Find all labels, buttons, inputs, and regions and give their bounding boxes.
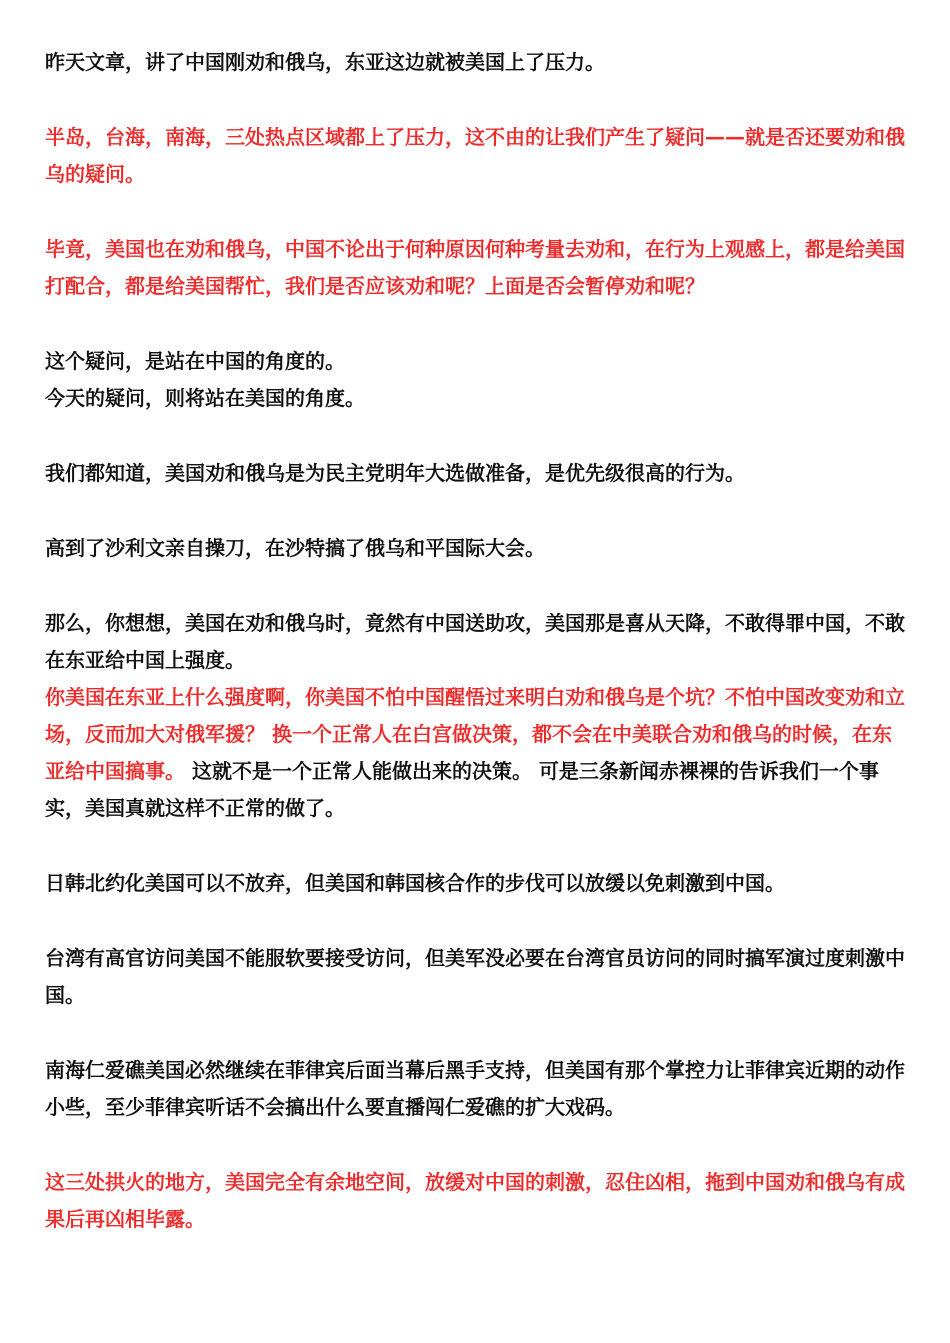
paragraph-5: 我们都知道，美国劝和俄乌是为民主党明年大选做准备，是优先级很高的行为。 xyxy=(45,461,745,485)
paragraph-7a: 那么，你想想，美国在劝和俄乌时，竟然有中国送助攻，美国那是喜从天降，不敢得罪中国，不敢在东亚给中国上强度。 xyxy=(45,611,905,672)
paragraph-4b: 今天的疑问，则将站在美国的角度。 xyxy=(45,386,365,410)
paragraph-4a: 这个疑问，是站在中国的角度的。 xyxy=(45,349,345,373)
paragraph-6: 高到了沙利文亲自操刀，在沙特搞了俄乌和平国际大会。 xyxy=(45,536,545,560)
paragraph-10: 南海仁爱礁美国必然继续在菲律宾后面当幕后黑手支持，但美国有那个掌控力让菲律宾近期的动作小些，至少菲律宾听话不会搞出什么要直播闯仁爱礁的扩大戏码。 xyxy=(45,1058,905,1119)
paragraph-11-highlight: 这三处拱火的地方，美国完全有余地空间，放缓对中国的刺激，忍住凶相，拖到中国劝和俄乌有成果后再凶相毕露。 xyxy=(45,1170,905,1231)
paragraph-7b-highlight: 你美国在东亚上什么强度啊，你美国不怕中国醒悟过来明白劝和俄乌是个坑？不怕中国改变劝和立场，反而加大对俄军援？ 换一个正常人在白宫做决策，都不会在中美联合劝和俄乌的时候，在东亚给中国搞事。 xyxy=(45,685,905,783)
article-body xyxy=(45,44,905,1276)
paragraph-2-highlight: 半岛，台海，南海，三处热点区域都上了压力，这不由的让我们产生了疑问——就是否还要劝和俄乌的疑问。 xyxy=(45,125,905,186)
paragraph-3-highlight: 毕竟，美国也在劝和俄乌，中国不论出于何种原因何种考量去劝和，在行为上观感上，都是给美国打配合，都是给美国帮忙，我们是否应该劝和呢？上面是否会暂停劝和呢？ xyxy=(45,237,905,298)
paragraph-9: 台湾有高官访问美国不能服软要接受访问，但美军没必要在台湾官员访问的同时搞军演过度刺激中国。 xyxy=(45,946,905,1007)
paragraph-7b-plain: 这就不是一个正常人能做出来的决策。 可是三条新闻赤裸裸的告诉我们一个事实，美国真就这样不正常的做了。 xyxy=(45,759,879,820)
paragraph-8: 日韩北约化美国可以不放弃，但美国和韩国核合作的步伐可以放缓以免刺激到中国。 xyxy=(45,871,785,895)
paragraph-1: 昨天文章，讲了中国刚劝和俄乌，东亚这边就被美国上了压力。 xyxy=(45,50,605,74)
paragraph-7b xyxy=(45,679,905,827)
